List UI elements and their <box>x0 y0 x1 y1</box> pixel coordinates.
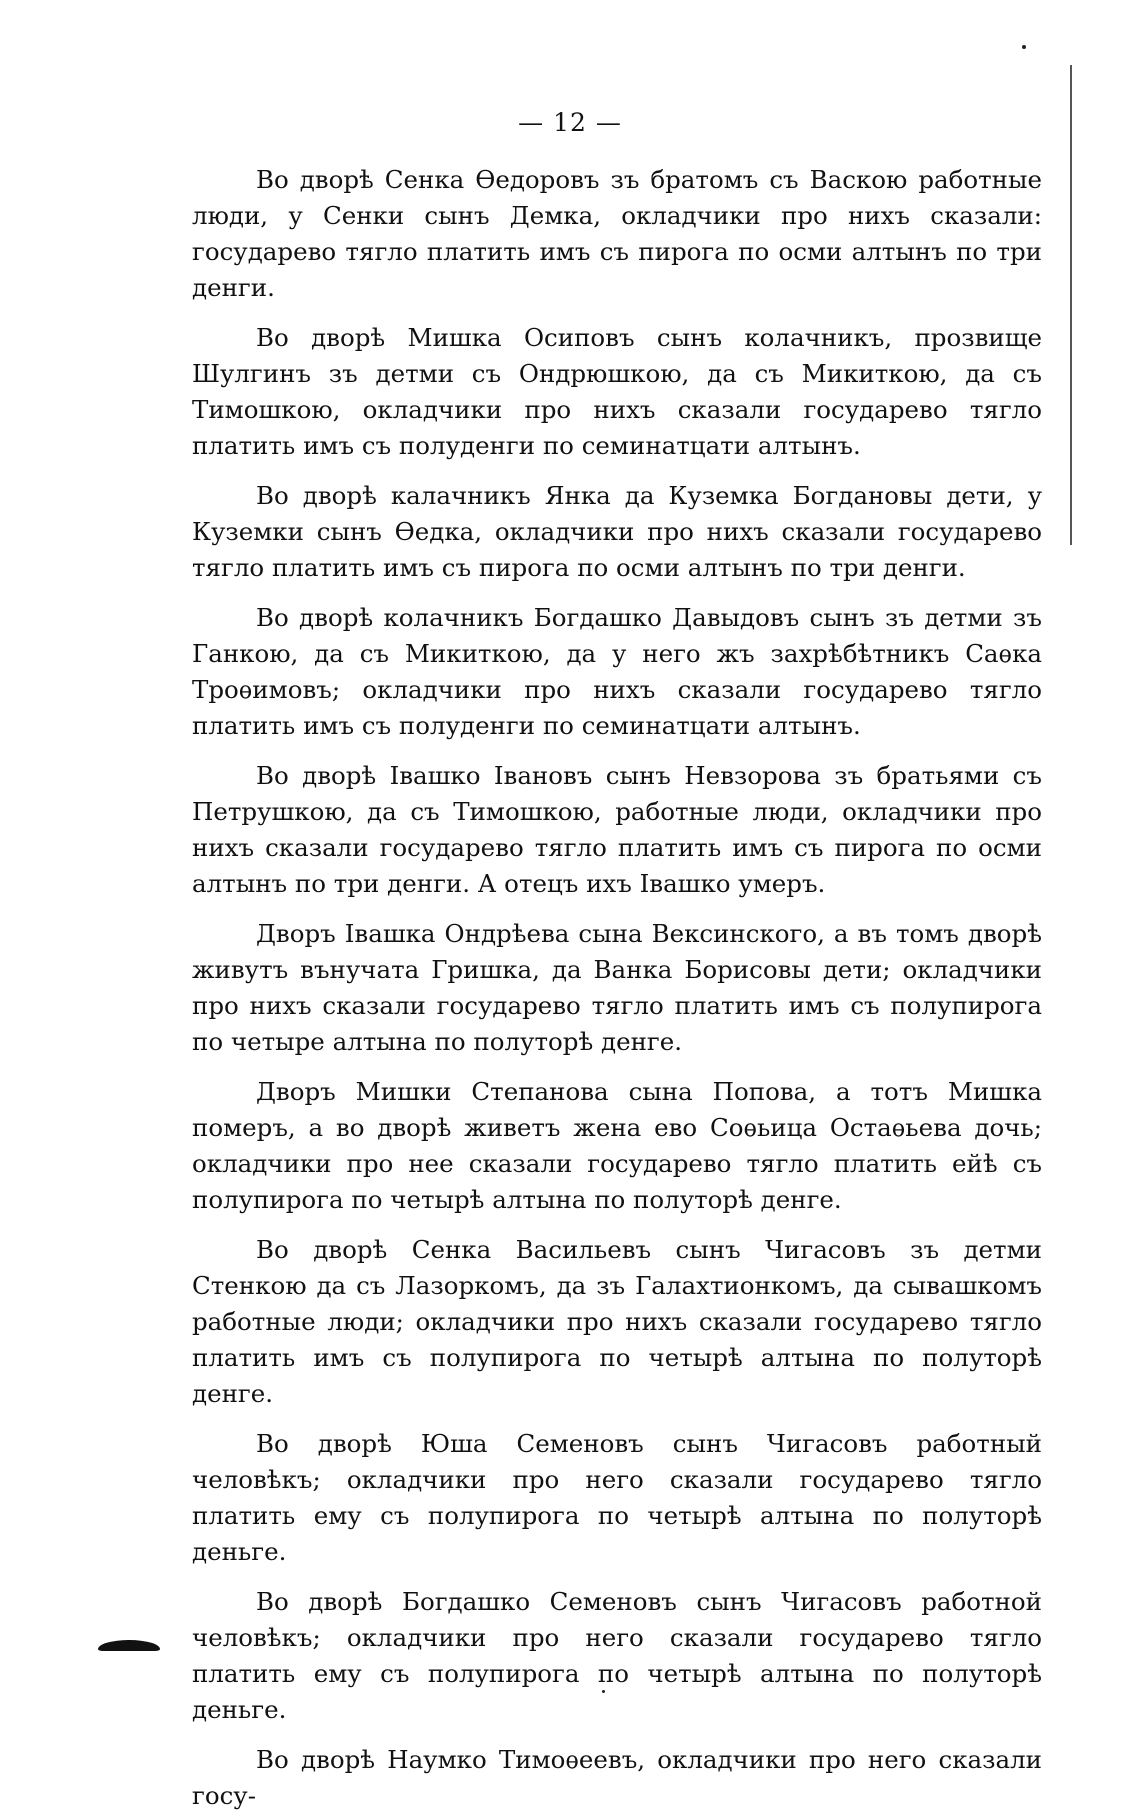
speck-mark <box>1022 45 1026 49</box>
paragraph-5: Во дворѣ Івашко Івановъ сынъ Невзорова зъ братьями съ Петрушкою, да съ Тимошкою, работные люди, окладчики про нихъ сказали государево тягло платить имъ съ пирога по осми алтынъ по три денги. А отецъ ихъ Івашко умеръ. <box>192 761 1042 898</box>
paragraph-9: Во дворѣ Юша Семеновъ сынъ Чигасовъ работный человѣкъ; окладчики про него сказали государево тягло платить ему съ полупирога по четырѣ алтына по полуторѣ деньге. <box>192 1429 1042 1566</box>
body-text <box>192 162 1042 1814</box>
paragraph-11: Во дворѣ Наумко Тимоѳеевъ, окладчики про него сказали госу- <box>192 1745 1042 1810</box>
page-edge-line <box>1070 65 1072 545</box>
paragraph-2: Во дворѣ Мишка Осиповъ сынъ колачникъ, прозвище Шулгинъ зъ детми съ Ондрюшкою, да съ Микиткою, да съ Тимошкою, окладчики про нихъ сказали государево тягло платить имъ съ полуденги по семинатцати алтынъ. <box>192 323 1042 460</box>
paragraph-7: Дворъ Мишки Степанова сына Попова, а тотъ Мишка померъ, а во дворѣ живетъ жена ево Соѳьица Остаѳьева дочь; окладчики про нее сказали государево тягло платить ейѣ съ полупирога по четырѣ алтына по полуторѣ денге. <box>192 1077 1042 1214</box>
ink-blot <box>98 1640 160 1651</box>
paragraph-6: Дворъ Івашка Ондрѣева сына Вексинского, а въ томъ дворѣ живутъ вънучата Гришка, да Ванка Борисовы дети; окладчики про нихъ сказали государево тягло платить имъ съ полупирога по четыре алтына по полуторѣ денге. <box>192 919 1042 1056</box>
paragraph-3: Во дворѣ калачникъ Янка да Куземка Богдановы дети, у Куземки сынъ Ѳедка, окладчики про нихъ сказали государево тягло платить имъ съ пирога по осми алтынъ по три денги. <box>192 481 1042 582</box>
paragraph-8: Во дворѣ Сенка Васильевъ сынъ Чигасовъ зъ детми Стенкою да съ Лазоркомъ, да зъ Галахтионкомъ, да сывашкомъ работные люди; окладчики про нихъ сказали государево тягло платить имъ съ полупирога по четырѣ алтына по полуторѣ денге. <box>192 1235 1042 1408</box>
page-number: — 12 — <box>518 108 622 137</box>
paragraph-10: Во дворѣ Богдашко Семеновъ сынъ Чигасовъ работной человѣкъ; окладчики про него сказали государево тягло платить ему съ полупирога по четырѣ алтына по полуторѣ деньге. <box>192 1587 1042 1724</box>
paragraph-1: Во дворѣ Сенка Ѳедоровъ зъ братомъ съ Васкою работные люди, у Сенки сынъ Демка, окладчики про нихъ сказали: государево тягло платить имъ съ пирога по осми алтынъ по три денги. <box>192 165 1042 302</box>
paragraph-4: Во дворѣ колачникъ Богдашко Давыдовъ сынъ зъ детми зъ Ганкою, да съ Микиткою, да у него жъ захрѣбѣтникъ Саѳка Троѳимовъ; окладчики про нихъ сказали государево тягло платить имъ съ полуденги по семинатцати алтынъ. <box>192 603 1042 740</box>
speck-mark <box>602 1690 605 1693</box>
